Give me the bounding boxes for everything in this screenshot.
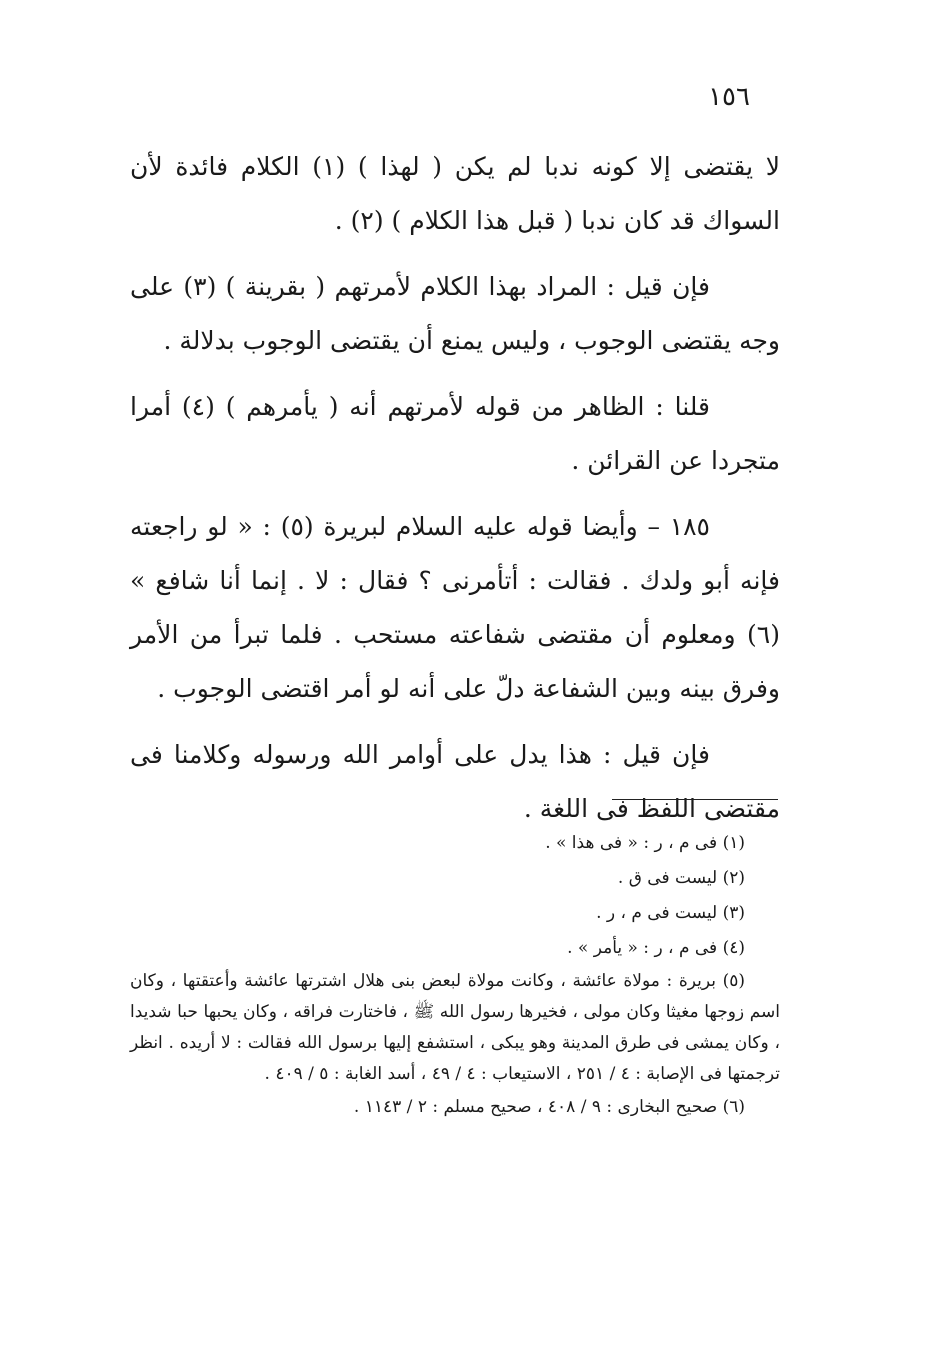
footnote-6: (٦) صحيح البخارى : ٩ / ٤٠٨ ، صحيح مسلم : ٢ / ١١٤٣ . bbox=[353, 1097, 745, 1117]
footnote-5: (٥) بريرة : مولاة عائشة ، وكانت مولاة لبعض بنى هلال اشترتها عائشة وأعتقتها ، وكان اسم زوجها مغيثا وكان مولى ، فخيرها رسول الله ﷺ ، فاختارت فراقه ، وكان يحبها حبا شديدا ، وكان يمشى فى طرق المدينة وهو يبكى ، استشفع إليها برسول الله فقالت : لا أريده . انظر ترجمتها فى الإصابة : ٤ / ٢٥١ ، الاستيعاب : ٤ / ٤٩ ، أسد الغابة : ٥ / ٤٠٩ . bbox=[130, 971, 780, 1084]
footnote-4: (٤) فى م ، ر : « يأمر » . bbox=[567, 938, 745, 958]
footnote-2: (٢) ليست فى ق . bbox=[617, 868, 745, 888]
paragraph-4: ١٨٥ – وأيضا قوله عليه السلام لبريرة (٥) : « لو راجعته فإنه أبو ولدك . فقالت : أتأمرنى ؟ فقال : لا . إنما أنا شافع » (٦) ومعلوم أن مقتضى شفاعته مستحب . فلما تبرأ من الأمر وفرق بينه وبين الشفاعة دلّ على أنه لو أمر اقتضى الوجوب . bbox=[130, 512, 780, 703]
paragraph-5: فإن قيل : هذا يدل على أوامر الله ورسوله وكلامنا فى مقتضى اللفظ فى اللغة . bbox=[130, 740, 780, 823]
page-number: ١٥٦ bbox=[708, 82, 750, 112]
paragraph-2: فإن قيل : المراد بهذا الكلام لأمرتهم ( بقرينة ) (٣) على وجه يقتضى الوجوب ، وليس يمنع أن يقتضى الوجوب بدلالة . bbox=[130, 272, 780, 355]
footnote-divider bbox=[612, 799, 778, 800]
main-text bbox=[130, 140, 780, 848]
footnote-3: (٣) ليست فى م ، ر . bbox=[596, 903, 745, 923]
footnotes bbox=[130, 826, 780, 1125]
paragraph-3: قلنا : الظاهر من قوله لأمرتهم أنه ( يأمرهم ) (٤) أمرا متجردا عن القرائن . bbox=[130, 392, 780, 475]
footnote-1: (١) فى م ، ر : « فى هذا » . bbox=[545, 833, 745, 853]
paragraph-1: لا يقتضى إلا كونه ندبا لم يكن ( لهذا ) (١) الكلام فائدة لأن السواك قد كان ندبا ( قبل هذا الكلام ) (٢) . bbox=[130, 152, 780, 235]
